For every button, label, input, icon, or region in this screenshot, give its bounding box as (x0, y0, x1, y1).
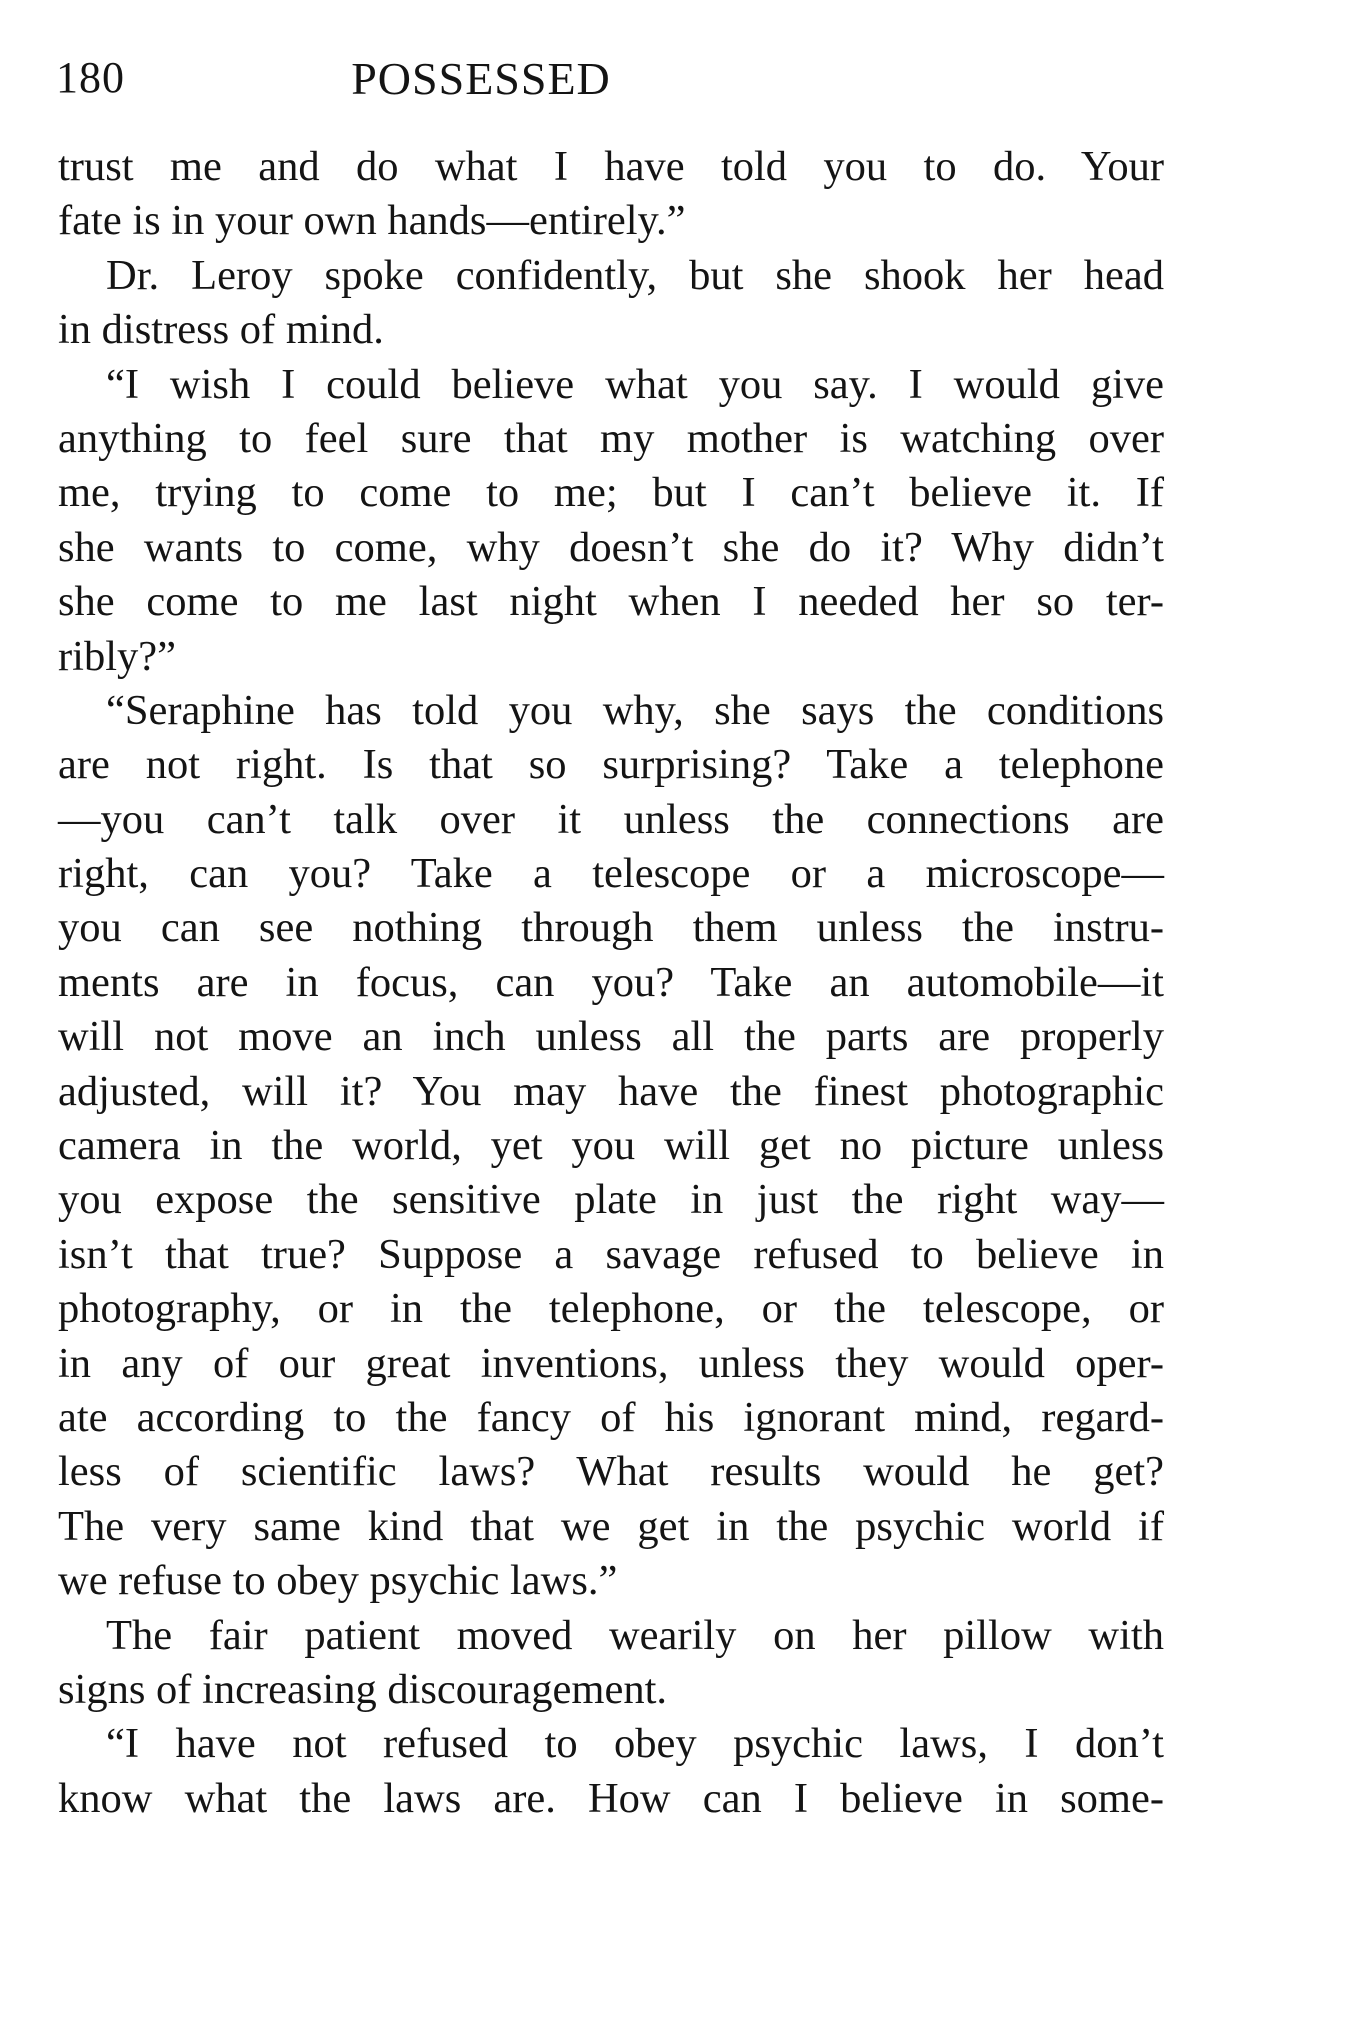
text-line: “Seraphine has told you why, she says the conditions (106, 686, 1164, 734)
text-line: me, trying to come to me; but I can’t believe it. If (58, 469, 1164, 517)
text-line: “I wish I could believe what you say. I would give (106, 360, 1164, 408)
text-line: The fair patient moved wearily on her pillow with (106, 1611, 1164, 1659)
text-line: you expose the sensitive plate in just the right way— (58, 1176, 1164, 1224)
text-line: anything to feel sure that my mother is watching over (58, 414, 1164, 462)
text-line: camera in the world, yet you will get no picture unless (58, 1122, 1164, 1170)
body-text (58, 140, 1164, 1826)
text-line: we refuse to obey psychic laws.” (58, 1557, 618, 1605)
text-line: ments are in focus, can you? Take an automobile—it (58, 958, 1164, 1006)
text-line: know what the laws are. How can I believe in some- (58, 1774, 1164, 1822)
text-line: signs of increasing discouragement. (58, 1665, 668, 1713)
text-line: isn’t that true? Suppose a savage refused to believe in (58, 1230, 1164, 1278)
running-title: POSSESSED (351, 53, 611, 104)
text-line: less of scientific laws? What results would he get? (58, 1448, 1164, 1496)
page-number: 180 (56, 53, 125, 102)
text-line: you can see nothing through them unless the instru- (58, 904, 1164, 952)
text-line: she wants to come, why doesn’t she do it? Why didn’t (58, 523, 1164, 571)
text-line: in any of our great inventions, unless they would oper- (58, 1339, 1164, 1387)
text-line: ribly?” (58, 632, 176, 680)
text-line: ate according to the fancy of his ignorant mind, regard- (58, 1393, 1164, 1441)
text-line: trust me and do what I have told you to do. Your (58, 143, 1164, 190)
text-line: she come to me last night when I needed her so ter- (58, 578, 1164, 626)
text-line: adjusted, will it? You may have the finest photographic (58, 1067, 1164, 1115)
text-line: are not right. Is that so surprising? Take a telephone (58, 741, 1164, 789)
text-line: photography, or in the telephone, or the telescope, or (58, 1285, 1164, 1333)
text-line: will not move an inch unless all the parts are properly (58, 1013, 1164, 1061)
text-line: fate is in your own hands—entirely.” (58, 197, 686, 245)
text-line: “I have not refused to obey psychic laws, I don’t (106, 1720, 1164, 1768)
running-head (56, 52, 1166, 122)
text-line: in distress of mind. (58, 306, 384, 354)
text-line: right, can you? Take a telescope or a microscope— (58, 850, 1164, 898)
text-line: —you can’t talk over it unless the connections are (58, 795, 1164, 843)
text-line: Dr. Leroy spoke confidently, but she shook her head (106, 251, 1164, 299)
text-line: The very same kind that we get in the psychic world if (58, 1502, 1164, 1550)
